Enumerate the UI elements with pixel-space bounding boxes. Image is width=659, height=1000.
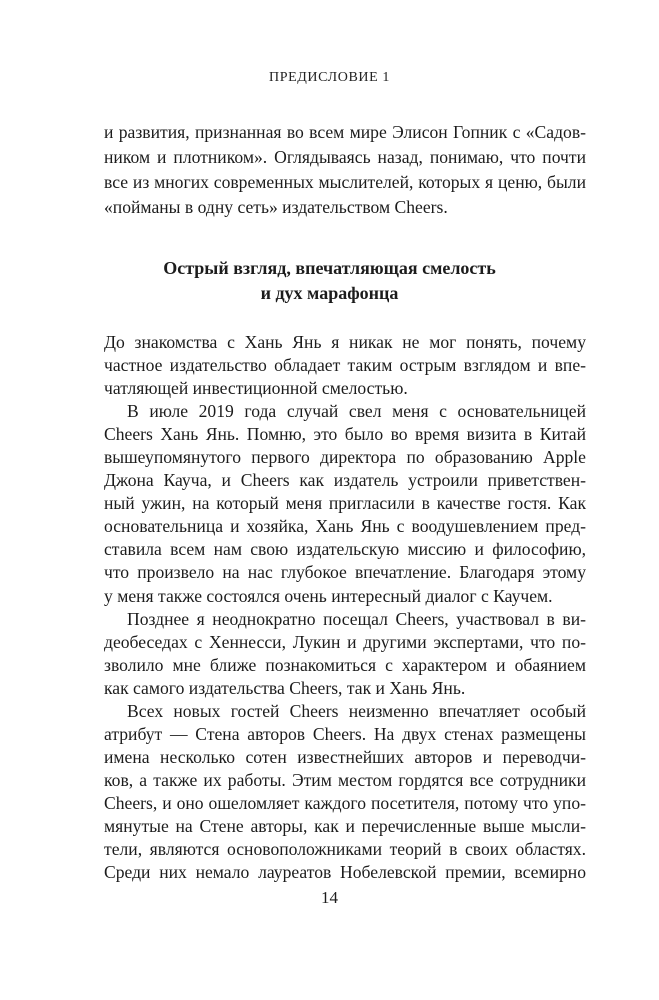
section-heading-line: Острый взгляд, впечатляющая смелость xyxy=(163,258,496,278)
text-line: До знакомства с Хань Янь я никак не мог понять, почему xyxy=(104,332,586,352)
text-line: вышеупомянутого первого директора по образованию Apple xyxy=(104,447,586,468)
text-line: что произвело на нас глубокое впечатление. Благодаря этому xyxy=(104,562,586,583)
text-line: деобеседах с Хеннесси, Лукин и другими экспертами, что по- xyxy=(104,631,586,652)
text-line: атрибут — Стена авторов Cheers. На двух стенах размещены xyxy=(104,723,586,744)
text-line: В июле 2019 года случай свел меня с основательницей xyxy=(127,401,586,422)
text-line: и развития, признанная во всем мире Элисон Гопник с «Садов- xyxy=(104,122,586,142)
text-line: ный ужин, на который меня пригласили в качестве гостя. Как xyxy=(104,493,586,514)
page-number: 14 xyxy=(321,888,338,907)
section-heading-line: и дух марафонца xyxy=(260,283,399,303)
text-line: Среди них немало лауреатов Нобелевской премии, всемирно xyxy=(104,862,586,882)
text-line: как самого издательства Cheers, так и Хань Янь. xyxy=(104,677,466,698)
text-line: ставила всем нам свою издательскую миссию и философию, xyxy=(104,539,586,560)
text-line: мянутые на Стене авторы, как и перечисленные выше мысли- xyxy=(104,815,586,836)
text-line: зволило мне ближе познакомиться с характером и обаянием xyxy=(104,654,586,675)
text-line: «пойманы в одну сеть» издательством Cheers. xyxy=(104,197,448,217)
text-line: Cheers, и оно ошеломляет каждого посетителя, потому что упо- xyxy=(104,792,586,813)
text-line: ков, а также их работы. Этим местом гордятся все сотрудники xyxy=(104,769,586,790)
text-line: чатляющей инвестиционной смелостью. xyxy=(104,378,408,399)
text-line: имена несколько сотен известнейших авторов и переводчи- xyxy=(104,746,586,767)
text-line: Cheers Хань Янь. Помню, это было во время визита в Китай xyxy=(104,424,586,445)
running-head: ПРЕДИСЛОВИЕ 1 xyxy=(268,70,390,85)
text-line: Всех новых гостей Cheers неизменно впечатляет особый xyxy=(127,700,586,721)
text-line: Джона Кауча, и Cheers как издатель устроили приветствен- xyxy=(104,470,586,491)
text-line: частное издательство обладает таким острым взглядом и впе- xyxy=(104,355,586,375)
text-line: ником и плотником». Оглядываясь назад, понимаю, что почти xyxy=(104,147,586,167)
text-line: тели, являются основоположниками теорий в своих областях. xyxy=(104,839,586,859)
text-line: основательница и хозяйка, Хань Янь с воодушевлением пред- xyxy=(104,516,586,537)
text-line: Позднее я неоднократно посещал Cheers, участвовал в ви- xyxy=(127,608,586,629)
text-line: у меня также состоялся очень интересный диалог с Каучем. xyxy=(104,585,553,606)
text-line: все из многих современных мыслителей, которых я ценю, были xyxy=(104,172,586,192)
